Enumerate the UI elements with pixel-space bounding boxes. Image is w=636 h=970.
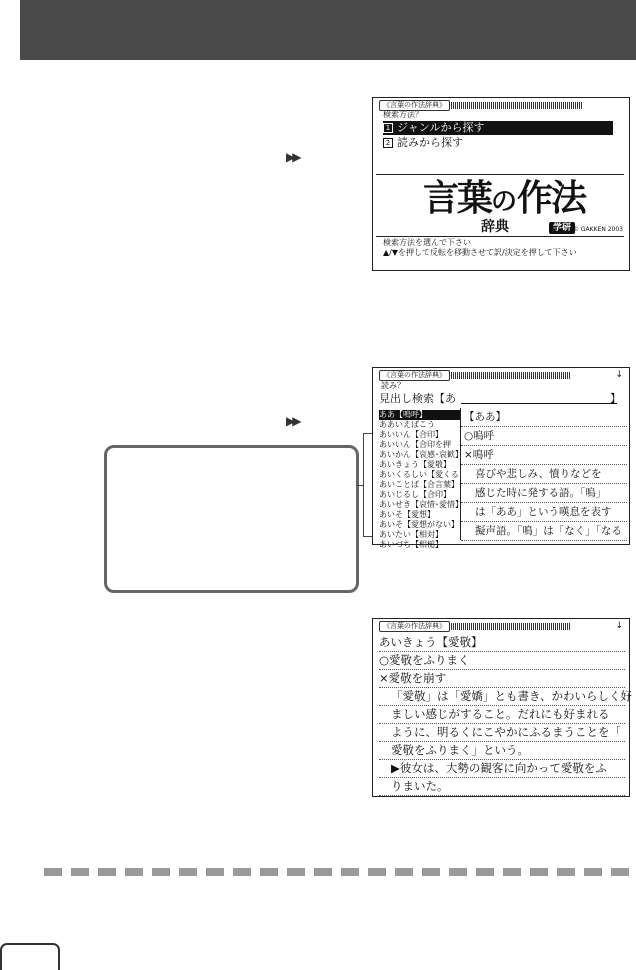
divider	[376, 174, 624, 175]
list-item[interactable]: あいことば【合言葉】	[379, 480, 459, 489]
list-item[interactable]: あいかん【哀感･哀歓】	[379, 450, 463, 459]
preview-line: 感じた時に発する語。「嗚」	[461, 484, 627, 503]
option-label: 読みから探す	[397, 136, 463, 149]
divider	[376, 236, 624, 237]
list-item[interactable]: あいせき【哀惜･愛惜】	[379, 500, 463, 509]
entry-line: あいきょう【愛敬】	[379, 633, 625, 652]
dictionary-title-tag: 《言葉の作法辞典》	[379, 370, 450, 381]
list-item[interactable]: あいじるし【合印】	[379, 490, 451, 499]
list-item[interactable]: ああいえばこう	[379, 420, 435, 429]
entry-line: ▶彼女は、大勢の観客に向かって愛敬をふ	[379, 759, 625, 778]
device-screen-reading-search	[372, 367, 630, 549]
list-item[interactable]: あいそ【愛想がない】	[379, 520, 459, 529]
input-underline	[461, 403, 617, 404]
list-item[interactable]: あいづち【相槌】	[379, 540, 443, 549]
logo-title: 言葉の作法	[423, 177, 586, 219]
list-item[interactable]: あいくるしい【愛くる	[379, 470, 459, 479]
dashed-divider	[44, 868, 636, 876]
header-stripe	[451, 102, 583, 109]
hint-line-1: 検索方法を選んで下さい	[383, 238, 471, 247]
search-close-bracket: 】	[610, 392, 621, 405]
reading-prompt: 読み？	[381, 381, 405, 390]
entry-line: ×愛敬を崩す	[379, 669, 625, 688]
dictionary-title-tag: 《言葉の作法辞典》	[379, 621, 450, 632]
list-item[interactable]: あいいん【合印】	[379, 430, 443, 439]
device-screen-entry-detail	[372, 618, 633, 797]
entry-preview-pane	[460, 408, 627, 540]
preview-line: 【ああ】	[461, 408, 627, 427]
entry-line: 愛敬をふりまく」という。	[379, 741, 625, 760]
dictionary-header	[379, 101, 583, 110]
callout-box	[104, 445, 359, 593]
down-arrow-icon: ↓	[615, 370, 623, 380]
headword-search-input[interactable]	[379, 391, 623, 406]
double-right-arrow-icon: ▶▶	[286, 414, 299, 428]
preview-line: 喜びや悲しみ、憤りなどを	[461, 465, 627, 484]
option-reading-search[interactable]	[383, 136, 463, 150]
preview-line: ○嗚呼	[461, 427, 627, 446]
entry-line: りまいた。	[379, 777, 625, 796]
entry-line: ○愛敬をふりまく	[379, 651, 625, 670]
page-tab	[0, 943, 60, 970]
list-item[interactable]: あいそ【愛想】	[379, 510, 435, 519]
device-screen-genre-select	[372, 97, 630, 271]
logo-subtitle: 辞典	[481, 219, 509, 235]
list-item[interactable]: あいいん【合印を押	[379, 440, 451, 449]
dictionary-title-tag: 《言葉の作法辞典》	[379, 100, 450, 111]
dictionary-header	[379, 371, 571, 380]
double-right-arrow-icon: ▶▶	[286, 150, 299, 164]
callout-bracket	[363, 433, 372, 537]
hint-line-2: ▲/▼を押して反転を移動させて訳/決定を押して下さい	[383, 248, 577, 257]
list-item[interactable]: あいたい【相対】	[379, 530, 443, 539]
list-item[interactable]: あいきょう【愛敬】	[379, 460, 451, 469]
preview-line: ×鳴呼	[461, 446, 627, 465]
headword-result-list[interactable]	[379, 410, 463, 549]
option-number: 1	[383, 123, 393, 133]
header-stripe	[451, 623, 571, 630]
entry-line: ように、明るくにこやかにふるまうことを「	[379, 723, 625, 742]
dictionary-header	[379, 622, 571, 631]
option-genre-search[interactable]	[383, 121, 613, 135]
entry-line: 「愛敬」は「愛嬌」とも書き、かわいらしく好	[379, 687, 625, 706]
search-method-prompt: 検索方法？	[383, 110, 423, 119]
down-arrow-icon: ↓	[615, 621, 623, 631]
search-label: 見出し検索【あ	[379, 392, 456, 405]
preview-line: 擬声語。「鳴」は「なく」「なる	[461, 522, 627, 541]
copyright-text: © GAKKEN 2003	[573, 226, 623, 233]
list-item[interactable]: ああ【嗚呼】	[379, 410, 461, 420]
entry-line: ましい感じがすること。だれにも好まれる	[379, 705, 625, 724]
header-bar	[20, 0, 636, 60]
preview-line: は「ああ」という嘆息を表す	[461, 503, 627, 522]
option-label: ジャンルから探す	[397, 121, 485, 134]
option-number: 2	[383, 138, 393, 148]
publisher-stamp: 学研	[549, 222, 575, 234]
callout-connector	[356, 485, 364, 486]
header-stripe	[451, 372, 571, 379]
